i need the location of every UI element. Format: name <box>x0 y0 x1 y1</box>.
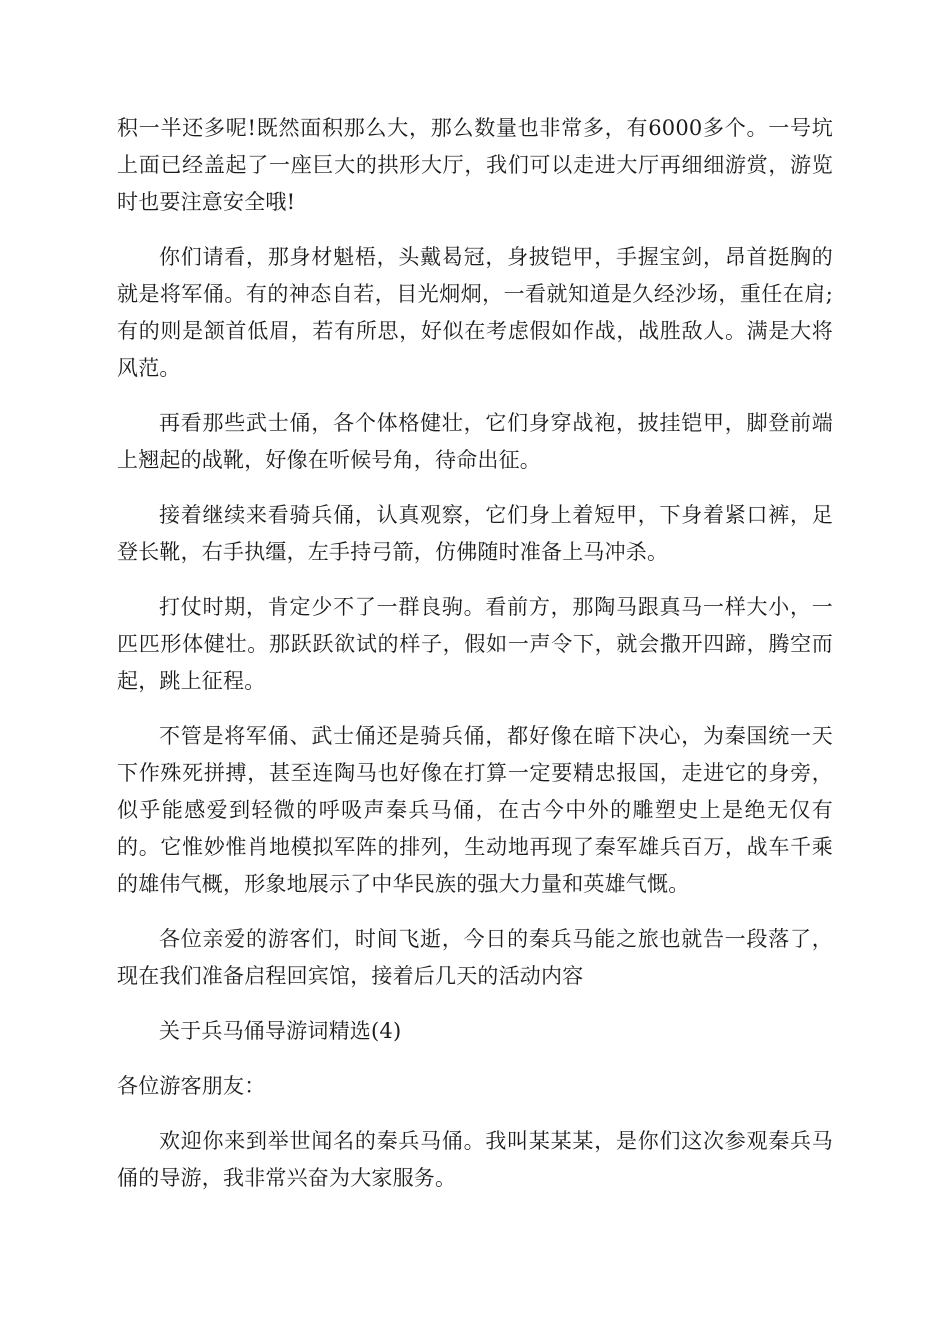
greeting-line: 各位游客朋友： <box>117 1074 266 1098</box>
paragraph-cavalry-figures: 接着继续来看骑兵俑，认真观察，它们身上着短甲，下身着紧口裤，足登长靴，右手执缰，左手持弓箭，仿佛随时准备上马冲杀。 <box>117 503 833 564</box>
paragraph-horses: 打仗时期，肯定少不了一群良驹。看前方，那陶马跟真马一样大小，一匹匹形体健壮。那跃跃欲试的样子，假如一声令下，就会撒开四蹄，腾空而起，跳上征程。 <box>117 595 833 693</box>
document-body <box>117 110 833 1215</box>
paragraph-warrior-figures: 再看那些武士俑，各个体格健壮，它们身穿战袍，披挂铠甲，脚登前端上翘起的战靴，好像在听候号角，待命出征。 <box>117 411 833 472</box>
paragraph-general-figures: 你们请看，那身材魁梧，头戴曷冠，身披铠甲，手握宝剑，昂首挺胸的就是将军俑。有的神态自若，目光炯炯，一看就知道是久经沙场，重任在肩;有的则是颔首低眉，若有所思，好似在考虑假如作战，战胜敌人。满是大将风范。 <box>117 245 833 380</box>
paragraph-continued: 积一半还多呢!既然面积那么大，那么数量也非常多，有6000多个。一号坑上面已经盖起了一座巨大的拱形大厅，我们可以走进大厅再细细游赏，游览时也要注意安全哦! <box>117 116 833 214</box>
paragraph-farewell: 各位亲爱的游客们，时间飞逝，今日的秦兵马能之旅也就告一段落了，现在我们准备启程回宾馆，接着后几天的活动内容 <box>117 927 833 988</box>
section-heading: 关于兵马俑导游词精选(4) <box>159 1019 402 1043</box>
paragraph-summary: 不管是将军俑、武士俑还是骑兵俑，都好像在暗下决心，为秦国统一天下作殊死拼搏，甚至连陶马也好像在打算一定要精忠报国，走进它的身旁，似乎能感爱到轻微的呼吸声秦兵马俑，在古今中外的雕塑史上是绝无仅有的。它惟妙惟肖地模拟军阵的排列，生动地再现了秦军雄兵百万，战车千乘的雄伟气概，形象地展示了中华民族的强大力量和英雄气慨。 <box>117 724 833 896</box>
paragraph-welcome: 欢迎你来到举世闻名的秦兵马俑。我叫某某某，是你们这次参观秦兵马俑的导游，我非常兴奋为大家服务。 <box>117 1129 833 1190</box>
